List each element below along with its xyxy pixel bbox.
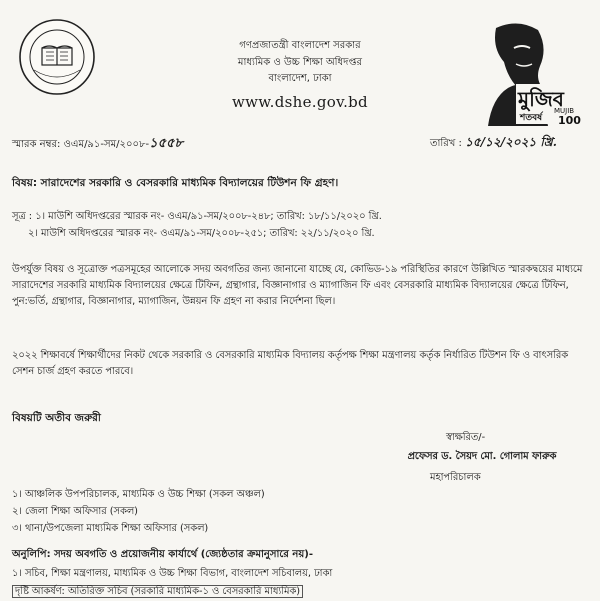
copy-heading: অনুলিপি: সদয় অবগতি ও প্রয়োজনীয় কার্যার্থে (জ্যেষ্ঠতার ক্রমানুসারে নয়)- bbox=[12, 549, 313, 560]
body-paragraph-1: উপর্যুক্ত বিষয় ও সূত্রোক্ত পত্রসমূহের আলোকে সদয় অবগতির জন্য জানানো যাচ্ছে যে, কোভিড-১৯ পরিস্থিতির কারণে উল্লিখিত স্মারকদ্বয়ের মাধ্যমে সারাদেশের সরকারি মাধ্যমিক বিদ্যালয়ের ক্ষেত্রে টিফিন, গ্রন্থাগার, বিজ্ঞানাগার ও ম্যাগাজিন ফি এবং বেসরকারি মাধ্যমিক বিদ্যালয়ের ক্ষেত্রে টিফিন, পুন:ভর্তি, গ্রন্থাগার, বিজ্ঞানাগার, ম্যাগাজিন, উন্নয়ন ফি গ্রহণ না করার নির্দেশনা ছিল। bbox=[12, 264, 583, 308]
attention-text: দৃষ্টি আকর্ষণ: অতিরিক্ত সচিব (সরকারি মাধ্যমিক-১ ও বেসরকারি মাধ্যমিক) bbox=[12, 585, 303, 598]
svg-text:মুজিব: মুজিব bbox=[518, 87, 564, 111]
govt-name: গণপ্রজাতন্ত্রী বাংলাদেশ সরকার bbox=[239, 40, 361, 51]
signed-mark: স্বাক্ষরিত/- bbox=[446, 432, 486, 443]
recipient-item: ৩। থানা/উপজেলা মাধ্যমিক শিক্ষা অফিসার (সকল) bbox=[12, 523, 209, 535]
memo-date bbox=[430, 134, 557, 154]
website-link[interactable]: www.dshe.gov.bd bbox=[232, 92, 368, 111]
svg-text:শতবর্ষ: শতবর্ষ bbox=[520, 113, 543, 123]
svg-text:MUJIB: MUJIB bbox=[554, 107, 575, 115]
recipient-item: ২। জেলা শিক্ষা অফিসার (সকল) bbox=[12, 506, 139, 518]
directorate-name: মাধ্যমিক ও উচ্চ শিক্ষা অধিদপ্তর bbox=[237, 56, 363, 68]
recipient-list bbox=[12, 486, 572, 537]
svg-text:100: 100 bbox=[558, 114, 581, 127]
copy-item: ১। সচিব, শিক্ষা মন্ত্রণালয়, মাধ্যমিক ও উচ্চ শিক্ষা বিভাগ, বাংলাদেশ সচিবালয়, ঢাকা bbox=[12, 568, 333, 579]
office-location: বাংলাদেশ, ঢাকা bbox=[268, 73, 332, 84]
recipient-item: ১। আঞ্চলিক উপপরিচালক, মাধ্যমিক ও উচ্চ শিক্ষা (সকল অঞ্চল) bbox=[12, 489, 265, 500]
memo-number bbox=[12, 134, 183, 155]
copy-attention bbox=[12, 584, 592, 601]
signatory-designation: মহাপরিচালক bbox=[430, 472, 481, 483]
date-label: তারিখ : bbox=[430, 138, 462, 149]
urgent-note: বিষয়টি অতীব জরুরী bbox=[12, 412, 101, 424]
memo-label: স্মারক নম্বর: ওএম/৯১-সম/২০০৮- bbox=[12, 139, 150, 150]
signatory-name: প্রফেসর ড. সৈয়দ মো. গোলাম ফারুক bbox=[407, 451, 557, 462]
subject-line: বিষয়: সারাদেশের সরকারি ও বেসরকারি মাধ্যমিক বিদ্যালয়ের টিউশন ফি গ্রহণ। bbox=[12, 177, 339, 189]
reference-2: ২। মাউশি অধিদপ্তরের স্মারক নং- ওএম/৯১-সম/২০০৮-২৫১; তারিখ: ২২/১১/২০২০ খ্রি. bbox=[28, 228, 375, 240]
government-seal-logo bbox=[18, 18, 96, 96]
mujib-borsho-logo bbox=[478, 18, 584, 128]
reference-1: সূত্র : ১। মাউশি অধিদপ্তরের স্মারক নং- ওএম/৯১-সম/২০০৮-২৪৮; তারিখ: ১৮/১১/২০২০ খ্রি. bbox=[12, 211, 382, 222]
date-handwritten: ১৫/১২/২০২১ খ্রি. bbox=[465, 135, 557, 149]
memo-number-handwritten: ১৫৫৮ bbox=[149, 136, 183, 151]
office-header bbox=[160, 38, 440, 114]
references bbox=[12, 208, 587, 242]
body-paragraph-2: ২০২২ শিক্ষাবর্ষে শিক্ষার্থীদের নিকট থেকে সরকারি ও বেসরকারি মাধ্যমিক বিদ্যালয় কর্তৃপক্ষ শিক্ষা মন্ত্রণালয় কর্তৃক নির্ধারিত টিউশন ফি ও বাৎসরিক সেশন চার্জ গ্রহণ করতে পারবে। bbox=[12, 350, 569, 378]
